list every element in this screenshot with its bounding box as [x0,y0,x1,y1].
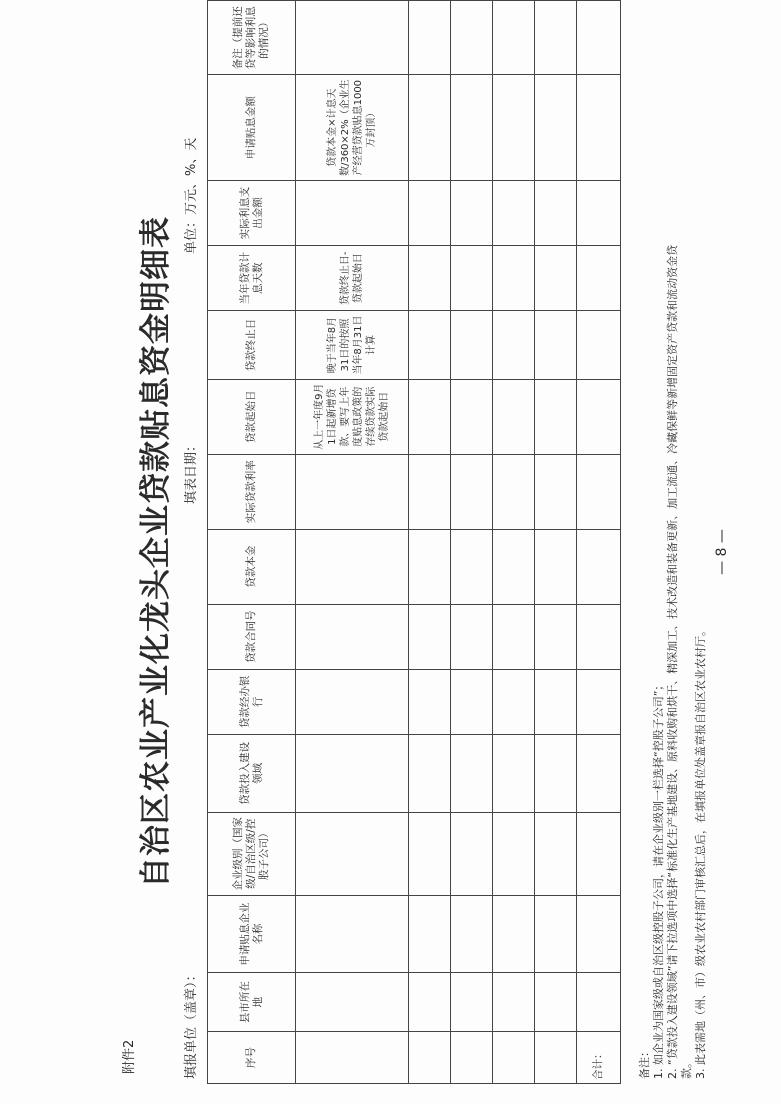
header-cell: 序号 [208,1031,296,1083]
table-row [409,1,451,1084]
header-cell: 贷款合同号 [208,604,296,669]
footnote-item: 款。 [680,1057,693,1079]
form-title: 自治区农业产业化龙头企业贷款贴息资金明细表 [138,216,174,888]
header-cell: 企业级别（国家级/自治区级/控股子公司） [208,812,296,895]
header-cell: 贷款本金 [208,529,296,604]
header-cell: 贷款投入建设领域 [208,734,296,812]
header-cell: 县市所在地 [208,973,296,1031]
header-cell: 实际贷款利率 [208,454,296,529]
footnote-item: 3. 此表需地（州、市）级农业农村部门审核汇总后，在填报单位处盖章报自治区农业农村厅。 [694,625,707,1079]
subsidy-amount-note: 贷款本金×计息天数/360×2%（企业生产经营贷款贴息1000万封顶） [296,75,409,180]
end-date-note: 晚于当年8月31日的按照当年8月31日计算 [296,311,409,379]
table-row [451,1,493,1084]
start-date-note: 从上一年度9月1日起新增贷款、要写上年度贴息政策的存续贷款实际贷款起始日 [296,379,409,454]
footnote-heading: 备注： [638,1046,651,1079]
filling-unit-label: 填报单位（盖章）： [184,968,199,1079]
unit-measure-label: 单位：万元、%、天 [184,137,199,254]
attachment-label: 附件2 [122,1039,137,1074]
page-number: — 8 — [714,529,730,575]
filling-date-label: 填表日期： [184,438,199,504]
instruction-row [296,1,409,1084]
header-cell: 当年贷款计息天数 [208,246,296,311]
footnote-item: 2. “贷款投入建设领域”请下拉选项中选择“标准化生产基地建设、原料收购和烘干、精深加工、技术改造和装备更新、加工流通、冷藏保鲜等新增固定资产贷款和流动资金贷 [666,244,679,1079]
days-note: 贷款终止日-贷款起始日 [296,246,409,311]
header-cell: 贷款起始日 [208,379,296,454]
header-cell: 实际利息支出金额 [208,180,296,245]
header-cell: 申请贴息企业名称 [208,895,296,973]
total-label: 合计： [577,1031,621,1083]
header-cell: 贷款经办银行 [208,669,296,734]
subsidy-detail-table [207,0,621,1084]
header-cell: 贷款终止日 [208,311,296,379]
total-row [577,1,621,1084]
footnote-item: 1. 如企业为国家级或自治区级控股子公司，请在企业级别一栏选择“控股子公司”； [652,679,665,1079]
header-cell: 申请贴息金额 [208,75,296,180]
header-cell: 备注（提前还贷等影响利息的情况） [208,1,296,75]
header-row [208,1,296,1084]
table-row [493,1,535,1084]
table-row [535,1,577,1084]
